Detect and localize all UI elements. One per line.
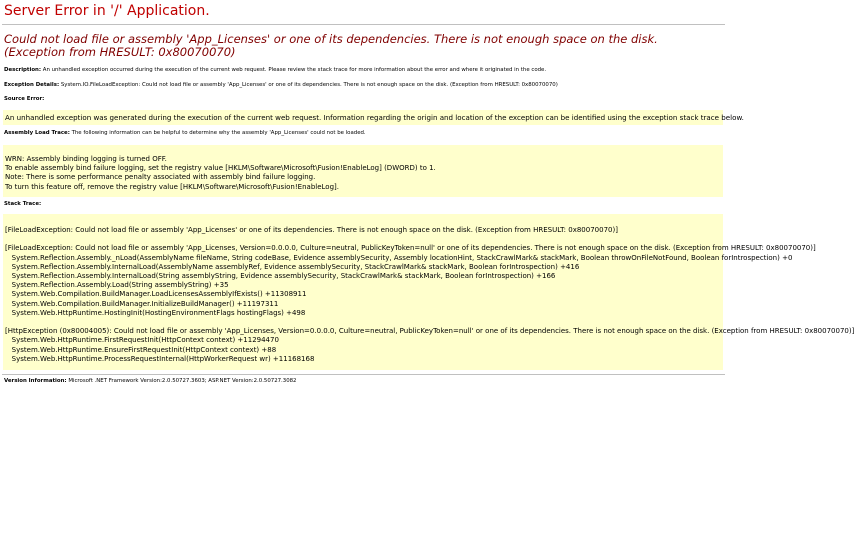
stack-trace-line: [FileLoadException: Could not load file or assembly 'App_Licenses' or one of its dependencies. There is not enough space on the disk. (Exception from HRESULT: 0x80070070)]: [5, 226, 618, 234]
stack-trace-line: [FileLoadException: Could not load file or assembly 'App_Licenses, Version=0.0.0.0, Culture=neutral, PublicKeyToken=null' or one of its dependencies. There is not enough space on the disk. (Exception from HRESULT: 0x80070070)]: [5, 244, 816, 253]
assembly-load-trace-line-3: Note: There is some performance penalty associated with assembly bind failure logging.: [5, 173, 316, 182]
source-error-box: [3, 110, 744, 125]
stack-trace-line: System.Reflection.Assembly.Load(String assemblyString) +35: [5, 281, 229, 290]
stack-trace-line: System.Web.Compilation.BuildManager.LoadLicensesAssemblyIfExists() +11308911: [5, 290, 307, 299]
assembly-load-trace-line-1: WRN: Assembly binding logging is turned OFF.: [5, 155, 167, 163]
stack-trace-line: [HttpException (0x80004005): Could not load file or assembly 'App_Licenses, Version=0.0.0.0, Culture=neutral, PublicKeyToken=null' or one of its dependencies. There is not enough space on the disk. (Exception from HRESULT: 0x80070070)]: [5, 327, 854, 336]
footer-divider: [2, 374, 725, 375]
stack-trace-line: System.Reflection.Assembly.InternalLoad(String assemblyString, Evidence assemblySecurity, StackCrawlMark& stackMark, Boolean forIntrospection) +166: [5, 272, 556, 280]
assembly-load-trace-line-4: To turn this feature off, remove the registry value [HKLM\Software\Microsoft\Fusion!EnableLog].: [5, 182, 339, 191]
source-error-label: Source Error:: [4, 96, 45, 102]
stack-trace-label: Stack Trace:: [4, 201, 42, 207]
description-label: Description:: [4, 67, 42, 73]
exception-details-text: System.IO.FileLoadException: Could not load file or assembly 'App_Licenses' or one of its dependencies. There is not enough space on the disk. (Exception from HRESULT: 0x80070070): [60, 82, 558, 88]
exception-details-line: [4, 82, 558, 89]
stack-trace-line: System.Web.HttpRuntime.EnsureFirstRequestInit(HttpContext context) +88: [5, 345, 277, 354]
stack-trace-box: [3, 214, 854, 370]
assembly-load-trace-text: The following information can be helpful to determine why the assembly 'App_Licenses' could not be loaded.: [71, 130, 366, 136]
assembly-load-trace-box: [3, 145, 723, 197]
assembly-load-trace-label: Assembly Load Trace:: [4, 130, 70, 136]
error-heading: Could not load file or assembly 'App_Licenses' or one of its dependencies. There is not enough space on the disk. (Exception from HRESULT: 0x80070070): [4, 32, 658, 59]
description-text: An unhandled exception occurred during the execution of the current web request. Please review the stack trace for more information about the error and where it originated in the code.: [42, 67, 547, 73]
stack-trace-line: System.Web.HttpRuntime.ProcessRequestInternal(HttpWorkerRequest wr) +11168168: [5, 354, 315, 363]
source-error-text: An unhandled exception was generated during the execution of the current web request. Information regarding the origin and location of the exception can be identified using the exception stack trace below.: [5, 113, 744, 122]
version-information-label: Version Information:: [4, 378, 67, 384]
description-line: [4, 67, 546, 74]
assembly-load-trace-line-2: To enable assembly bind failure logging, set the registry value [HKLM\Software\Microsoft\Fusion!EnableLog] (DWORD) to 1.: [5, 164, 436, 173]
stack-trace-line: System.Reflection.Assembly._nLoad(AssemblyName fileName, String codeBase, Evidence assemblySecurity, Assembly locationHint, StackCrawlMark& stackMark, Boolean throwOnFileNotFound, Boolean forIntrospection) +0: [5, 253, 793, 262]
version-information-line: [4, 378, 297, 385]
page-title: Server Error in '/' Application.: [4, 3, 210, 19]
exception-details-label: Exception Details:: [4, 82, 60, 88]
stack-trace-line: System.Web.Compilation.BuildManager.InitializeBuildManager() +11197311: [5, 299, 279, 308]
assembly-load-trace-line: [4, 130, 366, 137]
stack-trace-line: System.Web.HttpRuntime.HostingInit(HostingEnvironmentFlags hostingFlags) +498: [5, 308, 306, 317]
stack-trace-line: System.Reflection.Assembly.InternalLoad(AssemblyName assemblyRef, Evidence assemblySecurity, StackCrawlMark& stackMark, Boolean forIntrospection) +416: [5, 262, 580, 271]
stack-trace-line: System.Web.HttpRuntime.FirstRequestInit(HttpContext context) +11294470: [5, 336, 279, 345]
version-information-text: Microsoft .NET Framework Version:2.0.50727.3603; ASP.NET Version:2.0.50727.3082: [68, 378, 297, 384]
title-divider: [2, 24, 725, 25]
